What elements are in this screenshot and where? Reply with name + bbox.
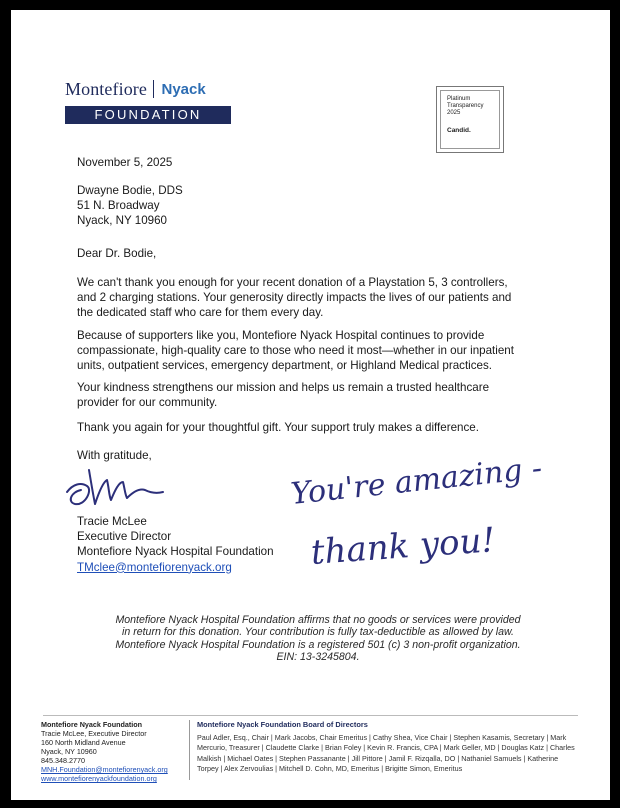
seal-brand: Candid. (447, 127, 471, 134)
footer-contact-line: Nyack, NY 10960 (41, 747, 97, 756)
salutation: Dear Dr. Bodie, (77, 247, 157, 260)
disclaimer-line: Montefiore Nyack Hospital Foundation affirms that no goods or services were provided (115, 614, 521, 626)
paragraph-3 (77, 380, 517, 410)
recipient-name: Dwayne Bodie, DDS (77, 184, 183, 197)
paragraph-line: Because of supporters like you, Montefiore Nyack Hospital continues to provide (77, 329, 485, 342)
paragraph-line: provider for our community. (77, 396, 218, 410)
board-line: Paul Adler, Esq., Chair | Mark Jacobs, Chair Emeritus | Cathy Shea, Vice Chair | Stephen Kasamis, Secretary | Mark (197, 733, 567, 743)
paragraph-line: units, outpatient services, emergency department, or Highland Medical practices. (77, 359, 493, 373)
foundation-logo (65, 76, 231, 124)
footer-contact (41, 720, 201, 783)
footer-divider (189, 720, 190, 780)
letter-date: November 5, 2025 (77, 156, 173, 169)
paragraph-line: We can't thank you enough for your recent donation of a Playstation 5, 3 controllers, (77, 276, 508, 289)
transparency-seal (436, 86, 504, 153)
footer-phone: 845.348.2770 (41, 756, 85, 765)
paragraph-line: Your kindness strengthens our mission and helps us remain a trusted healthcare (77, 381, 490, 394)
footer-contact-line: Tracie McLee, Executive Director (41, 729, 147, 738)
signer-title: Executive Director (77, 530, 172, 544)
footer-contact-line: 160 North Midland Avenue (41, 738, 126, 747)
paragraph-1 (77, 275, 517, 321)
logo-nyack-text: Nyack (161, 80, 206, 98)
footer-org-title: Montefiore Nyack Foundation (41, 720, 143, 729)
handwritten-line-2: thank you! (309, 520, 497, 573)
paragraph-line: compassionate, high-quality care to those who need it most—whether in our inpatient (77, 344, 514, 358)
footer-website-link[interactable]: www.montefiorenyackfoundation.org (41, 774, 157, 783)
signer-email-link[interactable]: TMclee@montefiorenyack.org (77, 560, 232, 574)
seal-line-2: Transparency (447, 103, 484, 109)
recipient-city: Nyack, NY 10960 (77, 214, 168, 228)
tax-disclaimer (81, 614, 555, 664)
logo-foundation-band: FOUNDATION (65, 106, 231, 124)
footer-board (197, 720, 577, 774)
board-title: Montefiore Nyack Foundation Board of Directors (197, 720, 368, 729)
paragraph-line: and 2 charging stations. Your generosity directly impacts the lives of our patients and (77, 291, 512, 305)
paragraph-4 (77, 420, 517, 435)
board-line: Mercurio, Treasurer | Claudette Clarke | Brian Foley | Kevin R. Francis, CPA | Mark Geller, MD | Douglas Katz | Charles (197, 743, 575, 753)
seal-line-3: 2025 (447, 110, 461, 116)
paragraph-line: the dedicated staff who care for them every day. (77, 306, 324, 320)
disclaimer-ein: EIN: 13-3245804. (276, 651, 360, 664)
disclaimer-line: in return for this donation. Your contribution is fully tax-deductible as allowed by law. (122, 626, 514, 639)
seal-line-1: Platinum (447, 96, 471, 102)
logo-montefiore-text: Montefiore (65, 78, 147, 99)
signature-image (59, 462, 179, 512)
footer-email-link[interactable]: MNH.Foundation@montefiorenyack.org (41, 765, 168, 774)
handwritten-line-1: You're amazing - (289, 450, 544, 512)
paragraph-line: Thank you again for your thoughtful gift. Your support truly makes a difference. (77, 421, 479, 434)
handwritten-note-image (287, 450, 544, 580)
board-line: Torpey | Alex Zervoulias | Mitchell D. Cohn, MD, Emeritus | Brigitte Simon, Emeritus (197, 763, 463, 773)
recipient-address (77, 183, 183, 229)
signer-name: Tracie McLee (77, 515, 147, 528)
disclaimer-line: Montefiore Nyack Hospital Foundation is a registered 501 (c) 3 non-profit organization. (115, 638, 521, 651)
logo-divider (153, 80, 155, 98)
paragraph-2 (77, 328, 517, 374)
signer-org: Montefiore Nyack Hospital Foundation (77, 545, 274, 559)
letter-page (11, 10, 610, 800)
signer-block (77, 514, 274, 575)
recipient-street: 51 N. Broadway (77, 199, 160, 213)
footer-rule (43, 715, 578, 716)
board-line: Malkish | Michael Oates | Stephen Passanante | Jill Pittore | Jamil F. Rizqalla, DO | Nathaniel Samuels | Katherine (197, 753, 559, 763)
closing: With gratitude, (77, 449, 152, 462)
